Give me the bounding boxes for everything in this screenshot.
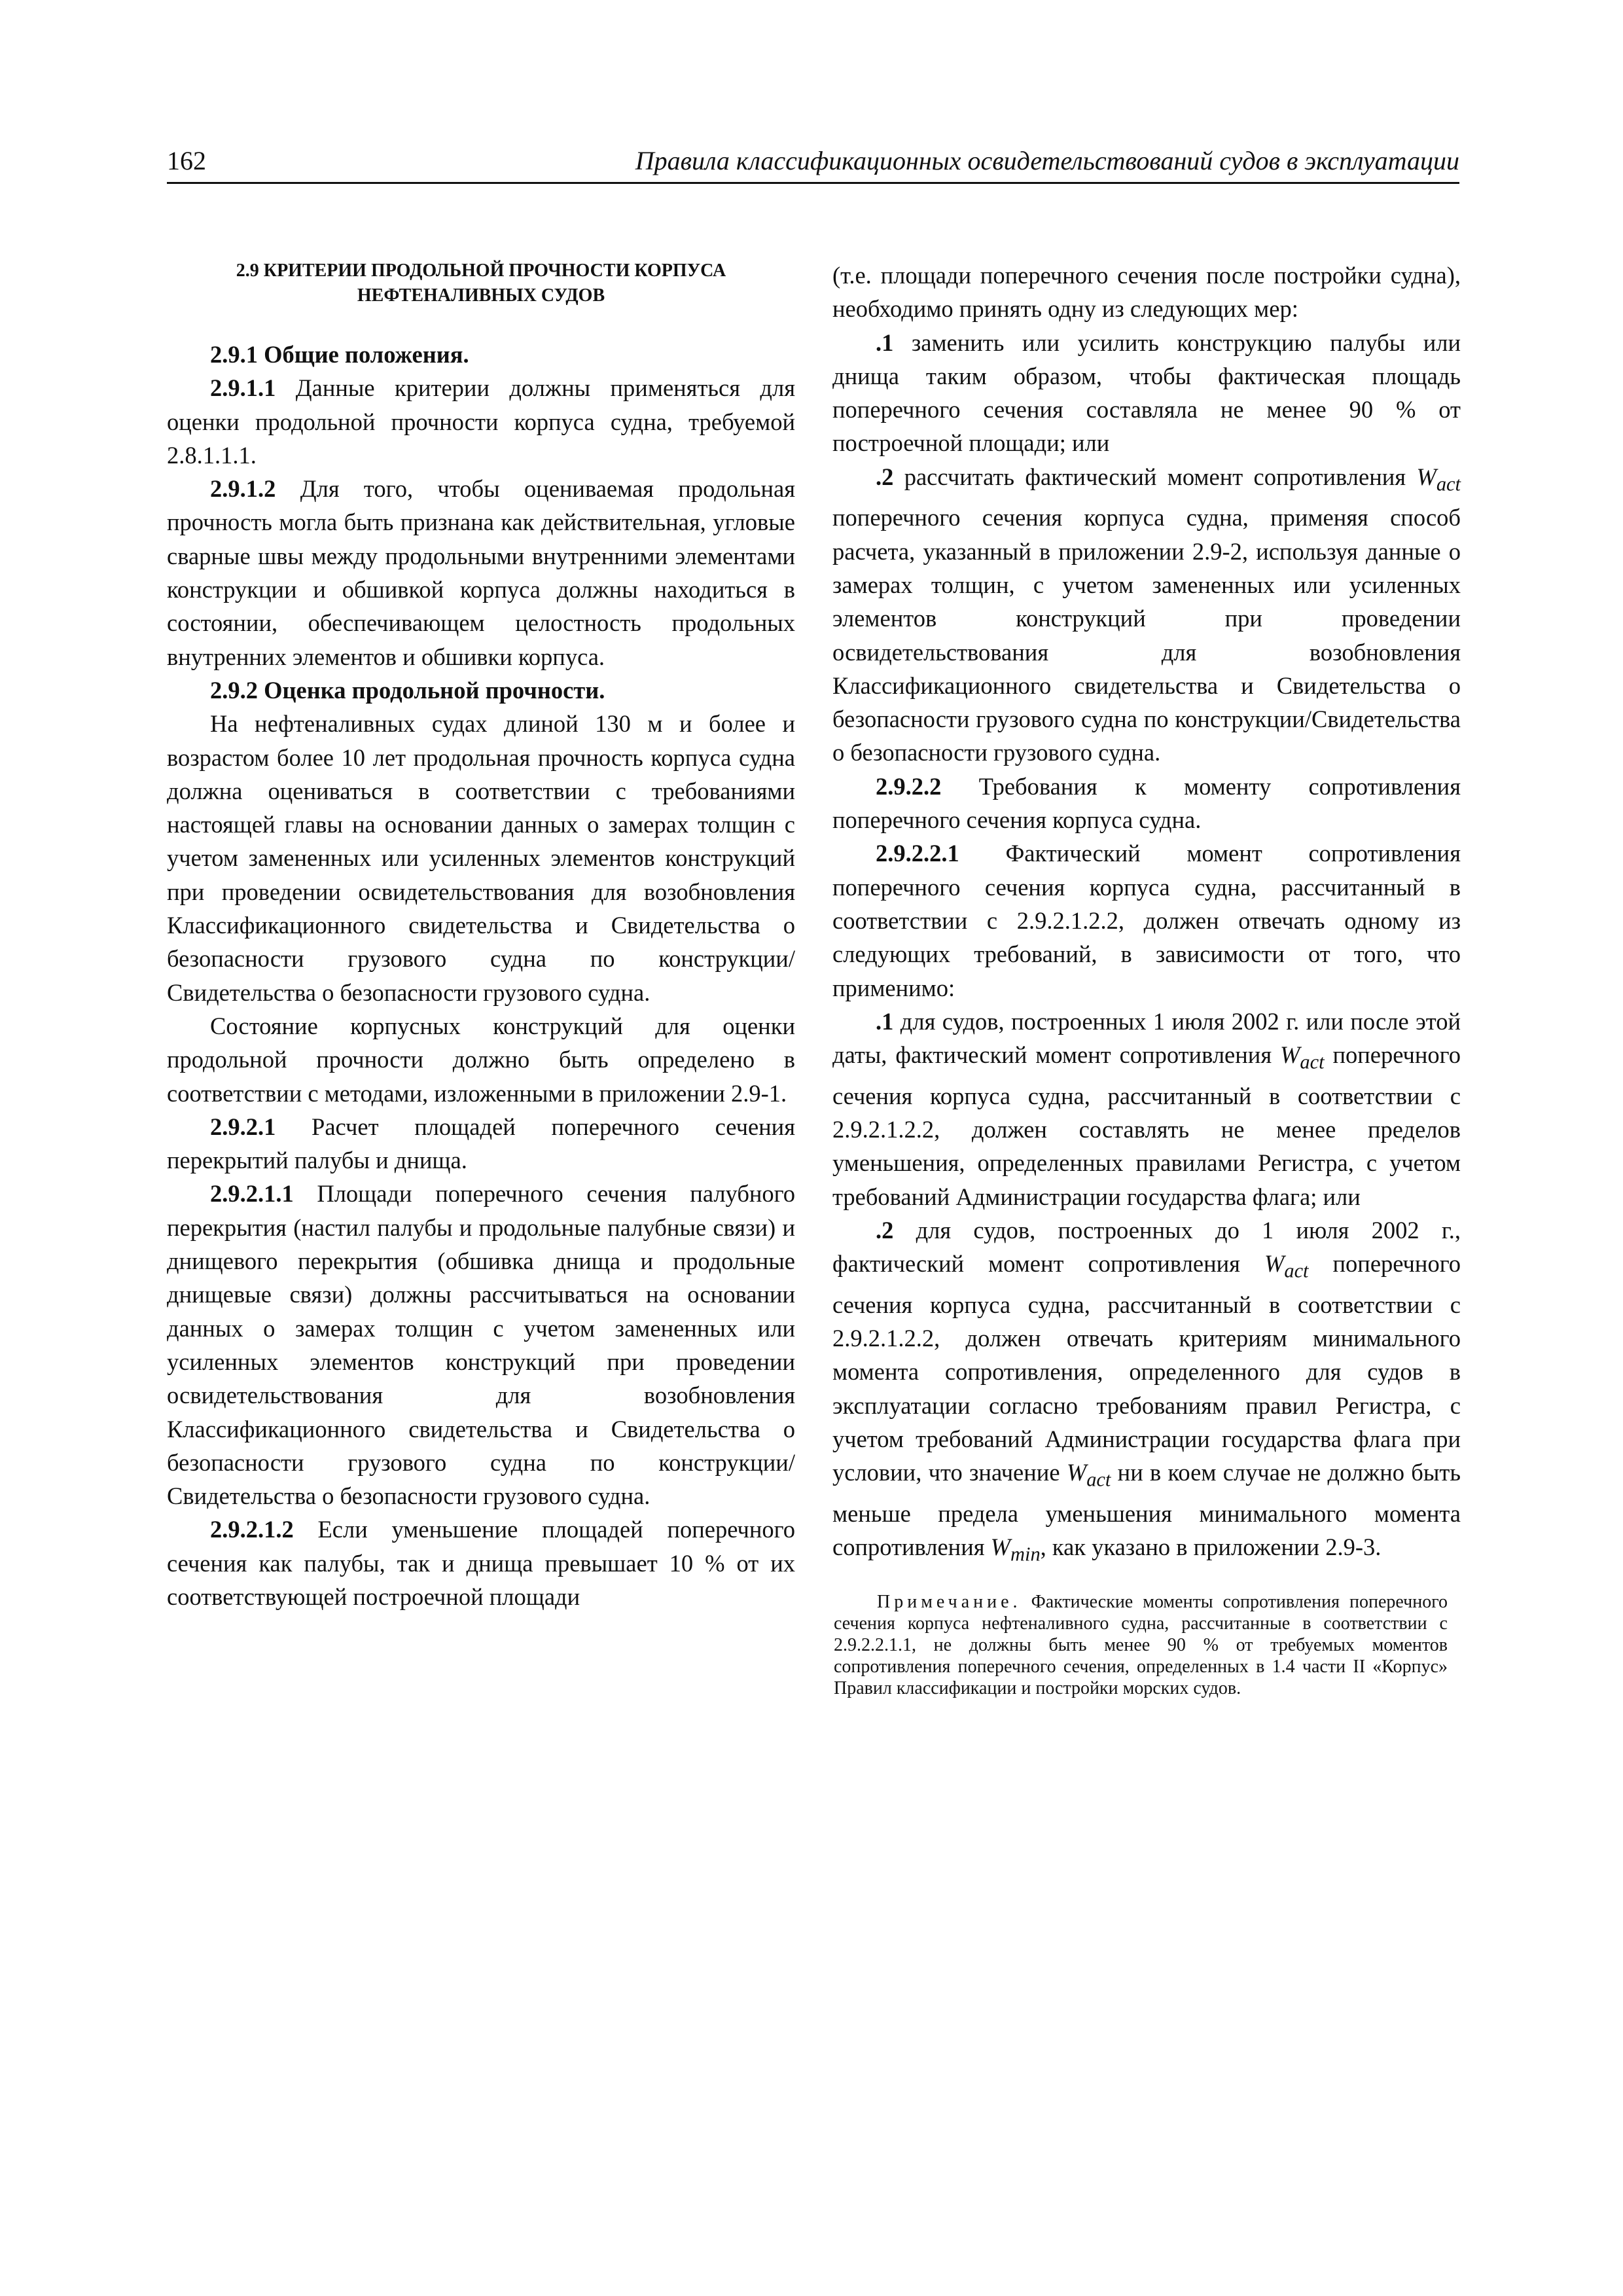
requirement-2: .2 для судов, построенных до 1 июля 2002 г., фактический момент сопротивления $W_{act}$ поперечного сечения корпуса судна, рассчитанный в соответствии с 2.9.2.1.2.2, должен отвечать критериям минимального момента сопротивления, определенного для судов в эксплуатации согласно требованиям правил Регистра, с учетом требований Администрации государства флага при условии, что значение $W_{act}$ ни в коем случае не должно быть меньше предела уменьшения минимального момента сопротивления $W_{min}$, как указано в приложении 2.9-3.: [832, 1216, 1461, 1566]
paragraph-tankers: На нефтеналивных судах длиной 130 м и более и возрастом более 10 лет продольная прочность корпуса судна должна оцениваться в соответствии с требованиями настоящей главы на основании данных о замерах толщин с учетом замененных или усиленных элементов конструкций при проведении освидетельствования для возобновления Классификационного свидетельства и Свидетельства о безопасности грузового судна по конструкции/ Свидетельства о безопасности грузового судна.: [167, 710, 795, 1006]
left-column: [167, 259, 795, 1613]
right-column: [832, 259, 1461, 1699]
paragraph-2-9-1-1: 2.9.1.1 Данные критерии должны применяться для оценки продольной прочности корпуса судна, требуемой 2.8.1.1.1.: [167, 374, 795, 469]
running-title: Правила классификационных освидетельствований судов в эксплуатации: [635, 146, 1459, 175]
requirement-1: .1 для судов, построенных 1 июля 2002 г. или после этой даты, фактический момент сопротивления $W_{act}$ поперечного сечения корпуса судна, рассчитанный в соответствии с 2.9.2.1.2.2, должен составлять не менее пределов уменьшения, определенных правилами Регистра, с учетом требований Администрации государства флага; или: [832, 1007, 1461, 1210]
measure-2: .2 рассчитать фактический момент сопротивления $W_{act}$ поперечного сечения корпуса судна, применяя способ расчета, указанный в приложении 2.9-2, используя данные о замерах толщин, с учетом замененных или усиленных элементов конструкций при проведении освидетельствования для возобновления Классификационного свидетельства и Свидетельства о безопасности грузового судна по конструкции/Свидетельства о безопасности грузового судна.: [832, 463, 1461, 766]
paragraph-2-9-2-2: 2.9.2.2 Требования к моменту сопротивления поперечного сечения корпуса судна.: [832, 772, 1461, 834]
paragraph-2-9-2-2-1: 2.9.2.2.1 Фактический момент сопротивления поперечного сечения корпуса судна, рассчитанный в соответствии с 2.9.2.1.2.2, должен отвечать одному из следующих требований, в зависимости от того, что применимо:: [832, 840, 1461, 1001]
paragraph-2-9-2-1-1: 2.9.2.1.1 Площади поперечного сечения палубного перекрытия (настил палубы и продольные палубные связи) и днищевого перекрытия (обшивка днища и продольные днищевые связи) должны рассчитываться на основании данных о замерах толщин с учетом замененных или усиленных элементов конструкций при проведении освидетельствования для возобновления Классификационного свидетельства и Свидетельства о безопасности грузового судна по конструкции/ Свидетельства о безопасности грузового судна.: [167, 1180, 795, 1510]
page-number: 162: [167, 146, 206, 175]
note: Примечание. Фактические моменты сопротивления поперечного сечения корпуса нефтеналивного судна, рассчитанные в соответствии с 2.9.2.2.1.1, не должны быть менее 90 % от требуемых моментов сопротивления поперечного сечения, определенных в 1.4 части II «Корпус» Правил классификации и постройки морских судов.: [834, 1591, 1448, 1698]
measure-1: .1 заменить или усилить конструкцию палубы или днища таким образом, чтобы фактическая площадь поперечного сечения составляла не менее 90 % от построечной площади; или: [832, 329, 1461, 457]
section-heading: 2.9 КРИТЕРИИ ПРОДОЛЬНОЙ ПРОЧНОСТИ КОРПУСА НЕФТЕНАЛИВНЫХ СУДОВ: [236, 260, 726, 306]
paragraph-2-9-2-1-2: 2.9.2.1.2 Если уменьшение площадей поперечного сечения как палубы, так и днища превышает 10 % от их соответствующей построечной площади: [167, 1516, 795, 1610]
paragraph-2-9-1: 2.9.1 Общие положения.: [210, 341, 469, 368]
paragraph-condition: Состояние корпусных конструкций для оценки продольной прочности должно быть определено в соответствии с методами, изложенными в приложении 2.9-1.: [167, 1012, 795, 1107]
paragraph-2-9-2: 2.9.2 Оценка продольной прочности.: [210, 676, 605, 704]
page-header: [167, 144, 1459, 184]
paragraph-2-9-1-2: 2.9.1.2 Для того, чтобы оцениваемая продольная прочность могла быть признана как действительная, угловые сварные швы между продольными внутренними элементами конструкции и обшивкой корпуса должны находиться в состоянии, обеспечивающем целостность продольных внутренних элементов и обшивки корпуса.: [167, 475, 795, 670]
paragraph-2-9-2-1: 2.9.2.1 Расчет площадей поперечного сечения перекрытий палубы и днища.: [167, 1113, 795, 1174]
paragraph-continuation: (т.е. площади поперечного сечения после постройки судна), необходимо принять одну из следующих мер:: [832, 262, 1461, 323]
